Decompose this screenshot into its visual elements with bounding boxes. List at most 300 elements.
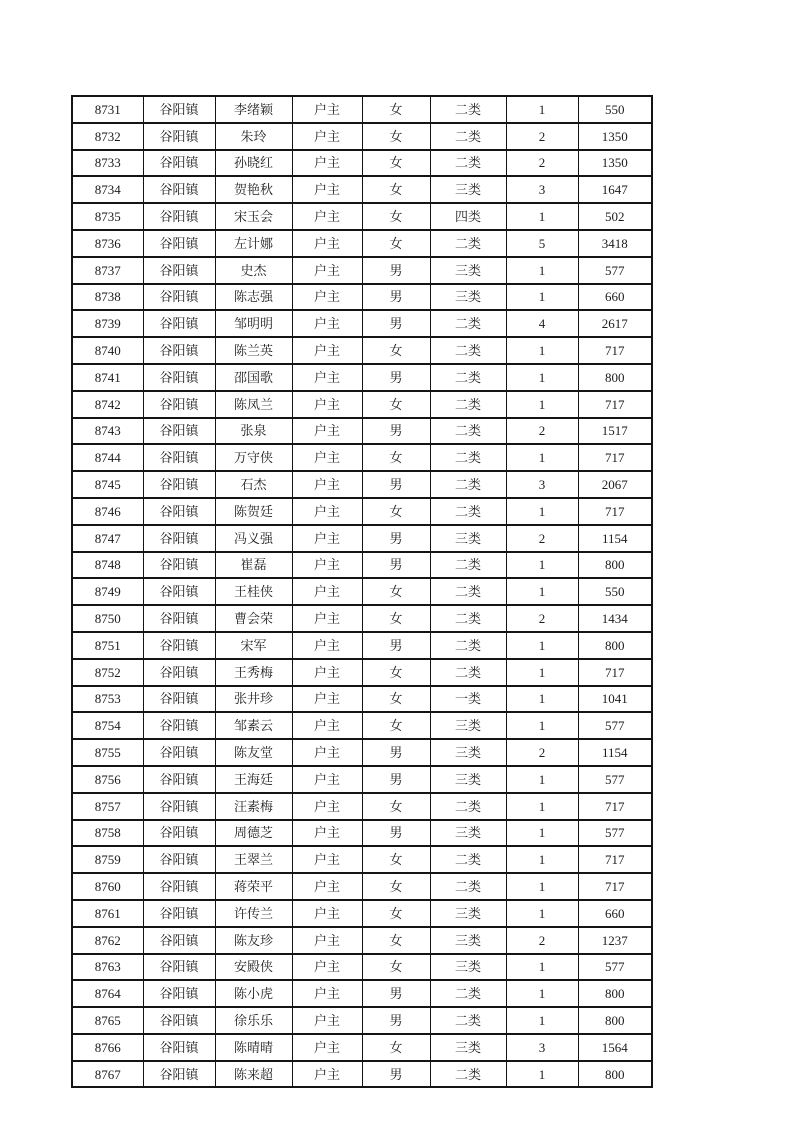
table-cell: 谷阳镇	[143, 712, 215, 739]
table-cell: 谷阳镇	[143, 900, 215, 927]
table-cell: 三类	[430, 927, 506, 954]
table-cell: 陈友珍	[215, 927, 292, 954]
table-row	[72, 284, 652, 311]
table-cell: 2	[506, 150, 578, 177]
table-cell: 1	[506, 980, 578, 1007]
table-cell: 户主	[292, 927, 362, 954]
table-cell: 陈友堂	[215, 739, 292, 766]
table-cell: 8740	[72, 337, 143, 364]
table-cell: 800	[578, 632, 652, 659]
table-row	[72, 444, 652, 471]
table-cell: 女	[362, 337, 430, 364]
table-cell: 2	[506, 739, 578, 766]
table-cell: 8738	[72, 284, 143, 311]
table-cell: 女	[362, 900, 430, 927]
table-cell: 男	[362, 471, 430, 498]
table-row	[72, 980, 652, 1007]
table-cell: 户主	[292, 605, 362, 632]
table-cell: 800	[578, 1061, 652, 1088]
table-cell: 女	[362, 578, 430, 605]
table-cell: 谷阳镇	[143, 230, 215, 257]
table-row	[72, 337, 652, 364]
table-row	[72, 310, 652, 337]
table-row	[72, 578, 652, 605]
table-cell: 女	[362, 927, 430, 954]
table-row	[72, 766, 652, 793]
table-cell: 8732	[72, 123, 143, 150]
table-row	[72, 846, 652, 873]
table-row	[72, 954, 652, 981]
table-cell: 一类	[430, 686, 506, 713]
table-cell: 男	[362, 739, 430, 766]
table-cell: 二类	[430, 444, 506, 471]
table-cell: 户主	[292, 364, 362, 391]
table-cell: 陈志强	[215, 284, 292, 311]
table-cell: 2	[506, 418, 578, 445]
table-cell: 谷阳镇	[143, 525, 215, 552]
table-cell: 8746	[72, 498, 143, 525]
table-cell: 1	[506, 578, 578, 605]
table-row	[72, 1034, 652, 1061]
table-cell: 1	[506, 364, 578, 391]
table-cell: 二类	[430, 873, 506, 900]
table-cell: 谷阳镇	[143, 605, 215, 632]
table-cell: 谷阳镇	[143, 1007, 215, 1034]
table-cell: 2	[506, 605, 578, 632]
table-cell: 二类	[430, 123, 506, 150]
table-cell: 1	[506, 766, 578, 793]
table-cell: 1564	[578, 1034, 652, 1061]
table-cell: 8739	[72, 310, 143, 337]
table-cell: 户主	[292, 632, 362, 659]
table-cell: 谷阳镇	[143, 444, 215, 471]
table-cell: 张泉	[215, 418, 292, 445]
table-cell: 1	[506, 96, 578, 123]
table-cell: 户主	[292, 659, 362, 686]
table-cell: 贺艳秋	[215, 176, 292, 203]
table-cell: 女	[362, 498, 430, 525]
table-cell: 660	[578, 284, 652, 311]
table-cell: 2	[506, 927, 578, 954]
table-row	[72, 498, 652, 525]
table-cell: 8757	[72, 793, 143, 820]
table-cell: 男	[362, 310, 430, 337]
table-cell: 谷阳镇	[143, 739, 215, 766]
table-cell: 二类	[430, 552, 506, 579]
table-row	[72, 123, 652, 150]
table-cell: 谷阳镇	[143, 471, 215, 498]
table-cell: 女	[362, 391, 430, 418]
table-row	[72, 176, 652, 203]
table-row	[72, 739, 652, 766]
table-row	[72, 471, 652, 498]
table-cell: 男	[362, 525, 430, 552]
table-cell: 男	[362, 1007, 430, 1034]
table-cell: 二类	[430, 498, 506, 525]
table-cell: 户主	[292, 284, 362, 311]
table-cell: 户主	[292, 980, 362, 1007]
table-cell: 陈晴晴	[215, 1034, 292, 1061]
table-cell: 男	[362, 766, 430, 793]
table-cell: 8734	[72, 176, 143, 203]
table-cell: 陈凤兰	[215, 391, 292, 418]
table-row	[72, 712, 652, 739]
table-cell: 550	[578, 96, 652, 123]
table-cell: 8767	[72, 1061, 143, 1088]
table-cell: 577	[578, 712, 652, 739]
table-cell: 1	[506, 900, 578, 927]
table-cell: 3	[506, 176, 578, 203]
table-cell: 8731	[72, 96, 143, 123]
table-cell: 户主	[292, 1034, 362, 1061]
table-cell: 1	[506, 793, 578, 820]
table-cell: 二类	[430, 632, 506, 659]
table-cell: 1	[506, 257, 578, 284]
table-cell: 户主	[292, 578, 362, 605]
table-cell: 三类	[430, 712, 506, 739]
table-cell: 8741	[72, 364, 143, 391]
table-cell: 谷阳镇	[143, 659, 215, 686]
table-row	[72, 418, 652, 445]
table-cell: 717	[578, 659, 652, 686]
table-cell: 谷阳镇	[143, 873, 215, 900]
table-cell: 户主	[292, 444, 362, 471]
table-cell: 二类	[430, 980, 506, 1007]
table-cell: 二类	[430, 337, 506, 364]
table-cell: 1	[506, 686, 578, 713]
table-cell: 王海廷	[215, 766, 292, 793]
table-cell: 8760	[72, 873, 143, 900]
table-cell: 谷阳镇	[143, 820, 215, 847]
table-cell: 户主	[292, 686, 362, 713]
table-cell: 3	[506, 1034, 578, 1061]
table-cell: 8756	[72, 766, 143, 793]
table-cell: 王翠兰	[215, 846, 292, 873]
table-row	[72, 686, 652, 713]
table-cell: 1517	[578, 418, 652, 445]
table-cell: 二类	[430, 150, 506, 177]
table-cell: 8762	[72, 927, 143, 954]
table-cell: 女	[362, 123, 430, 150]
table-cell: 2617	[578, 310, 652, 337]
table-cell: 女	[362, 793, 430, 820]
table-cell: 男	[362, 552, 430, 579]
table-cell: 1041	[578, 686, 652, 713]
table-cell: 许传兰	[215, 900, 292, 927]
table-cell: 8736	[72, 230, 143, 257]
table-cell: 谷阳镇	[143, 552, 215, 579]
table-cell: 男	[362, 980, 430, 1007]
table-cell: 男	[362, 632, 430, 659]
table-cell: 1	[506, 391, 578, 418]
table-cell: 717	[578, 846, 652, 873]
table-cell: 1	[506, 712, 578, 739]
table-cell: 三类	[430, 820, 506, 847]
table-cell: 谷阳镇	[143, 1061, 215, 1088]
table-cell: 800	[578, 1007, 652, 1034]
table-cell: 男	[362, 820, 430, 847]
table-cell: 二类	[430, 310, 506, 337]
table-cell: 717	[578, 873, 652, 900]
table-cell: 8753	[72, 686, 143, 713]
table-cell: 女	[362, 605, 430, 632]
table-cell: 户主	[292, 123, 362, 150]
table-row	[72, 552, 652, 579]
table-cell: 徐乐乐	[215, 1007, 292, 1034]
table-cell: 二类	[430, 578, 506, 605]
table-cell: 1	[506, 498, 578, 525]
table-cell: 1	[506, 1007, 578, 1034]
table-cell: 800	[578, 980, 652, 1007]
table-cell: 女	[362, 444, 430, 471]
table-cell: 男	[362, 364, 430, 391]
table-cell: 谷阳镇	[143, 337, 215, 364]
table-row	[72, 1007, 652, 1034]
table-cell: 二类	[430, 364, 506, 391]
table-cell: 577	[578, 257, 652, 284]
table-cell: 王秀梅	[215, 659, 292, 686]
table-cell: 三类	[430, 284, 506, 311]
table-row	[72, 820, 652, 847]
table-cell: 户主	[292, 793, 362, 820]
table-cell: 717	[578, 337, 652, 364]
table-row	[72, 605, 652, 632]
table-cell: 1434	[578, 605, 652, 632]
table-cell: 男	[362, 1061, 430, 1088]
table-cell: 1154	[578, 739, 652, 766]
table-cell: 8749	[72, 578, 143, 605]
table-cell: 8761	[72, 900, 143, 927]
table-cell: 8759	[72, 846, 143, 873]
table-cell: 曹会荣	[215, 605, 292, 632]
table-cell: 1	[506, 873, 578, 900]
table-cell: 8766	[72, 1034, 143, 1061]
table-cell: 谷阳镇	[143, 927, 215, 954]
table-cell: 谷阳镇	[143, 123, 215, 150]
table-cell: 户主	[292, 498, 362, 525]
table-row	[72, 900, 652, 927]
table-cell: 户主	[292, 766, 362, 793]
table-cell: 1	[506, 203, 578, 230]
table-cell: 谷阳镇	[143, 686, 215, 713]
table-cell: 8735	[72, 203, 143, 230]
table-cell: 女	[362, 96, 430, 123]
table-cell: 谷阳镇	[143, 846, 215, 873]
table-cell: 女	[362, 659, 430, 686]
table-cell: 户主	[292, 1061, 362, 1088]
table-cell: 户主	[292, 820, 362, 847]
table-cell: 8758	[72, 820, 143, 847]
table-cell: 8751	[72, 632, 143, 659]
table-row	[72, 793, 652, 820]
table-cell: 谷阳镇	[143, 418, 215, 445]
table-cell: 二类	[430, 793, 506, 820]
table-cell: 二类	[430, 846, 506, 873]
table-row	[72, 257, 652, 284]
table-cell: 2067	[578, 471, 652, 498]
table-cell: 史杰	[215, 257, 292, 284]
records-table-body	[72, 96, 652, 1087]
table-cell: 谷阳镇	[143, 310, 215, 337]
table-cell: 宋军	[215, 632, 292, 659]
table-cell: 二类	[430, 605, 506, 632]
table-cell: 800	[578, 364, 652, 391]
table-cell: 1154	[578, 525, 652, 552]
table-cell: 女	[362, 203, 430, 230]
table-cell: 577	[578, 820, 652, 847]
table-cell: 谷阳镇	[143, 96, 215, 123]
table-cell: 邹明明	[215, 310, 292, 337]
table-cell: 户主	[292, 712, 362, 739]
table-cell: 8745	[72, 471, 143, 498]
table-cell: 8764	[72, 980, 143, 1007]
table-row	[72, 659, 652, 686]
table-cell: 谷阳镇	[143, 578, 215, 605]
table-cell: 谷阳镇	[143, 391, 215, 418]
table-cell: 冯义强	[215, 525, 292, 552]
table-cell: 2	[506, 123, 578, 150]
table-cell: 5	[506, 230, 578, 257]
table-cell: 8748	[72, 552, 143, 579]
table-cell: 1	[506, 1061, 578, 1088]
table-cell: 户主	[292, 257, 362, 284]
records-table	[71, 95, 653, 1088]
table-cell: 女	[362, 954, 430, 981]
table-cell: 二类	[430, 1007, 506, 1034]
table-cell: 8743	[72, 418, 143, 445]
table-cell: 李绪颖	[215, 96, 292, 123]
table-cell: 502	[578, 203, 652, 230]
table-cell: 800	[578, 552, 652, 579]
table-cell: 宋玉会	[215, 203, 292, 230]
table-cell: 1	[506, 284, 578, 311]
table-cell: 户主	[292, 471, 362, 498]
table-cell: 717	[578, 444, 652, 471]
table-cell: 户主	[292, 954, 362, 981]
table-cell: 谷阳镇	[143, 954, 215, 981]
table-cell: 户主	[292, 310, 362, 337]
table-cell: 三类	[430, 954, 506, 981]
table-cell: 张井珍	[215, 686, 292, 713]
table-cell: 三类	[430, 176, 506, 203]
table-cell: 陈兰英	[215, 337, 292, 364]
table-cell: 1	[506, 552, 578, 579]
table-cell: 717	[578, 793, 652, 820]
table-cell: 1350	[578, 150, 652, 177]
table-cell: 户主	[292, 418, 362, 445]
table-cell: 三类	[430, 257, 506, 284]
table-cell: 1	[506, 954, 578, 981]
table-cell: 户主	[292, 525, 362, 552]
table-cell: 三类	[430, 1034, 506, 1061]
table-cell: 朱玲	[215, 123, 292, 150]
table-row	[72, 96, 652, 123]
table-cell: 谷阳镇	[143, 364, 215, 391]
table-cell: 户主	[292, 337, 362, 364]
table-cell: 8755	[72, 739, 143, 766]
table-cell: 1	[506, 444, 578, 471]
table-cell: 万守侠	[215, 444, 292, 471]
table-cell: 周德芝	[215, 820, 292, 847]
table-cell: 二类	[430, 418, 506, 445]
table-cell: 四类	[430, 203, 506, 230]
table-cell: 陈贺廷	[215, 498, 292, 525]
table-row	[72, 203, 652, 230]
table-cell: 邵国歌	[215, 364, 292, 391]
table-cell: 1647	[578, 176, 652, 203]
table-cell: 二类	[430, 96, 506, 123]
table-cell: 谷阳镇	[143, 284, 215, 311]
table-row	[72, 873, 652, 900]
table-cell: 8737	[72, 257, 143, 284]
table-cell: 1	[506, 820, 578, 847]
table-cell: 汪素梅	[215, 793, 292, 820]
table-cell: 陈来超	[215, 1061, 292, 1088]
table-cell: 二类	[430, 391, 506, 418]
table-cell: 安殿侠	[215, 954, 292, 981]
table-row	[72, 391, 652, 418]
table-cell: 二类	[430, 1061, 506, 1088]
table-row	[72, 927, 652, 954]
table-cell: 户主	[292, 900, 362, 927]
table-cell: 577	[578, 766, 652, 793]
table-cell: 谷阳镇	[143, 1034, 215, 1061]
table-cell: 户主	[292, 1007, 362, 1034]
table-cell: 577	[578, 954, 652, 981]
table-cell: 二类	[430, 230, 506, 257]
table-cell: 户主	[292, 739, 362, 766]
table-cell: 1237	[578, 927, 652, 954]
table-cell: 户主	[292, 873, 362, 900]
table-cell: 男	[362, 257, 430, 284]
table-cell: 谷阳镇	[143, 632, 215, 659]
table-cell: 1350	[578, 123, 652, 150]
table-cell: 3	[506, 471, 578, 498]
table-cell: 谷阳镇	[143, 150, 215, 177]
table-cell: 孙晓红	[215, 150, 292, 177]
table-cell: 谷阳镇	[143, 498, 215, 525]
table-cell: 谷阳镇	[143, 793, 215, 820]
table-cell: 1	[506, 337, 578, 364]
table-cell: 男	[362, 284, 430, 311]
table-cell: 二类	[430, 471, 506, 498]
table-cell: 女	[362, 846, 430, 873]
table-cell: 陈小虎	[215, 980, 292, 1007]
table-cell: 3418	[578, 230, 652, 257]
table-cell: 三类	[430, 900, 506, 927]
table-cell: 谷阳镇	[143, 766, 215, 793]
table-cell: 邹素云	[215, 712, 292, 739]
table-cell: 8744	[72, 444, 143, 471]
table-cell: 谷阳镇	[143, 176, 215, 203]
table-cell: 户主	[292, 230, 362, 257]
table-cell: 三类	[430, 525, 506, 552]
table-cell: 1	[506, 659, 578, 686]
table-cell: 户主	[292, 96, 362, 123]
table-cell: 左计娜	[215, 230, 292, 257]
table-cell: 550	[578, 578, 652, 605]
table-cell: 1	[506, 846, 578, 873]
table-cell: 8733	[72, 150, 143, 177]
table-cell: 2	[506, 525, 578, 552]
table-cell: 8754	[72, 712, 143, 739]
table-cell: 户主	[292, 391, 362, 418]
table-cell: 8752	[72, 659, 143, 686]
table-cell: 三类	[430, 739, 506, 766]
table-cell: 户主	[292, 203, 362, 230]
table-row	[72, 150, 652, 177]
table-cell: 女	[362, 873, 430, 900]
